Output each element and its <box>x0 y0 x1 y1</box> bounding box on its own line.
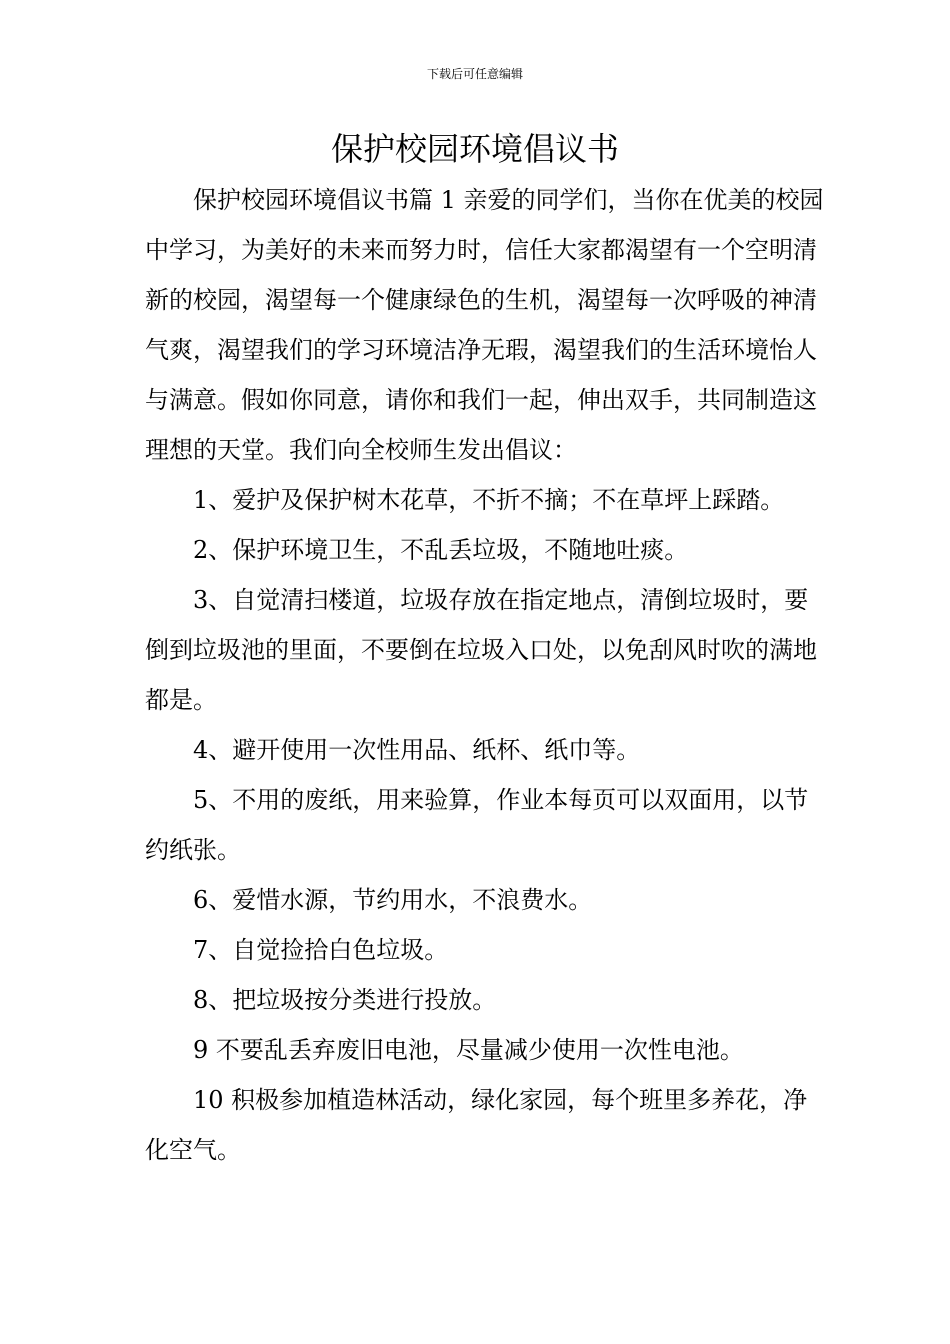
list-item: 8、把垃圾按分类进行投放。 <box>193 986 497 1014</box>
list-item: 9 不要乱丢弃废旧电池，尽量减少使用一次性电池。 <box>193 1036 744 1064</box>
list-item: 4、避开使用一次性用品、纸杯、纸巾等。 <box>193 736 641 764</box>
intro-paragraph: 保护校园环境倡议书篇 1 亲爱的同学们，当你在优美的校园中学习，为美好的未来而努力时，信任大家都渴望有一个空明清新的校园，渴望每一个健康绿色的生机，渴望每一次呼吸的神清气爽，渴望我们的学习环境洁净无瑕，渴望我们的生活环境怡人与满意。假如你同意，请你和我们一起，伸出双手，共同制造这理想的天堂。我们向全校师生发出倡议： <box>145 186 824 464</box>
list-item: 3、自觉清扫楼道，垃圾存放在指定地点，清倒垃圾时，要倒到垃圾池的里面，不要倒在垃圾入口处，以免刮风时吹的满地都是。 <box>145 586 817 714</box>
list-item: 1、爱护及保护树木花草，不折不摘；不在草坪上踩踏。 <box>193 486 785 514</box>
list-item: 7、自觉捡拾白色垃圾。 <box>193 936 449 964</box>
document-title: 保护校园环境倡议书 <box>330 130 619 168</box>
list-item: 5、不用的废纸，用来验算，作业本每页可以双面用，以节约纸张。 <box>145 786 809 864</box>
page-header-note: 下载后可任意编辑 <box>426 67 523 81</box>
list-item: 2、保护环境卫生，不乱丢垃圾，不随地吐痰。 <box>193 536 689 564</box>
list-item: 6、爱惜水源，节约用水，不浪费水。 <box>193 886 593 914</box>
list-item: 10 积极参加植造林活动，绿化家园，每个班里多养花，净化空气。 <box>145 1086 808 1164</box>
document-body <box>145 175 830 1175</box>
